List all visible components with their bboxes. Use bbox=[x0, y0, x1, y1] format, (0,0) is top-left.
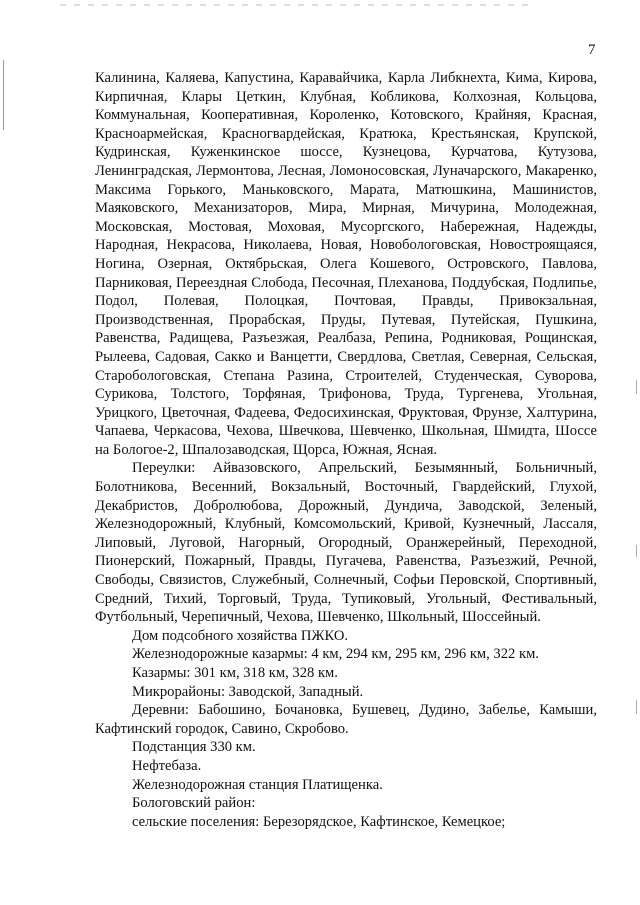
scan-artifact-right-edge bbox=[636, 700, 637, 714]
district-heading: Бологовский район: bbox=[132, 795, 256, 812]
station-line: Железнодорожная станция Платищенка. bbox=[132, 776, 383, 793]
streets-paragraph: Калинина, Каляева, Капустина, Каравайчика, Карла Либкнехта, Кима, Кирова, Кирпичная, Клары Цеткин, Клубная, Кобликова, Колхозная, Кольцова, Коммунальная, Кооперативная, Короленко, Котовского, Крайняя, Красная, Красноармейская, Красногвардейская, Кратюка, Крестьянская, Крупской, Кудринская, Куженкинское шоссе, Кузнецова, Курчатова, Кутузова, Ленинградская, Лермонтова, Лесная, Ломоносовская, Луначарского, Макаренко, Максима Горького, Маньковского, Марата, Матюшкина, Машинистов, Маяковского, Механизаторов, Мира, Мирная, Мичурина, Молодежная, Московская, Мостовая, Моховая, Мусоргского, Набережная, Надежды, Народная, Некрасова, Николаева, Новая, Новобологовская, Новостроящаяся, Ногина, Озерная, Октябрьская, Олега Кошевого, Островского, Павлова, Парниковая, Переездная Слобода, Песочная, Плеханова, Поддубская, Подлипье, Подол, Полевая, Полоцкая, Почтовая, Правды, Привокзальная, Производственная, Прорабская, Пруды, Путевая, Путейская, Пушкина, Равенства, Радищева, Разъезжая, Реалбаза, Репина, Родниковая, Рощинская, Рылеева, Садовая, Сакко и Ванцетти, Свердлова, Светлая, Северная, Сельская, Старобологовская, Степана Разина, Строителей, Студенческая, Суворова, Сурикова, Толстого, Торфяная, Трифонова, Труда, Тургенева, Угольная, Урицкого, Цветочная, Фадеева, Федосихинская, Фруктовая, Фрунзе, Халтурина, Чапаева, Черкасова, Чехова, Швечкова, Шевченко, Школьная, Шмидта, Шоссе на Бологое-2, Шпалозаводская, Щорса, Южная, Ясная. bbox=[95, 70, 597, 458]
scan-artifact-left-edge bbox=[3, 60, 4, 130]
villages-paragraph: Деревни: Бабошино, Бочановка, Бушевец, Дудино, Забелье, Камыши, Кафтинский городок, Савино, Скробово. bbox=[95, 702, 597, 737]
page-number: 7 bbox=[588, 42, 596, 58]
substation-line: Подстанция 330 км. bbox=[132, 739, 256, 756]
house-line: Дом подсобного хозяйства ПЖКО. bbox=[132, 627, 349, 644]
scan-artifact-right-edge bbox=[636, 545, 637, 557]
oil-base-line: Нефтебаза. bbox=[132, 757, 202, 774]
rail-barracks-line: Железнодорожные казармы: 4 км, 294 км, 295 км, 296 км, 322 км. bbox=[132, 646, 539, 663]
lanes-paragraph: Переулки: Айвазовского, Апрельский, Безымянный, Больничный, Болотникова, Весенний, Вокзальный, Восточный, Гвардейский, Глухой, Декабристов, Добролюбова, Дорожный, Дундича, Заводской, Зеленый, Железнодорожный, Клубный, Комсомольский, Кривой, Кузнечный, Лассаля, Липовый, Луговой, Нагорный, Огородный, Оранжерейный, Переходной, Пионерский, Пожарный, Правды, Пугачева, Равенства, Разъезжий, Речной, Свободы, Связистов, Служебный, Солнечный, Софьи Перовской, Спортивный, Средний, Тихий, Торговый, Труда, Тупиковый, Угольный, Фестивальный, Футбольный, Черепичный, Чехова, Шевченко, Школьный, Шоссейный. bbox=[95, 460, 597, 626]
scan-artifact-right-edge bbox=[636, 380, 637, 394]
districts-line: Микрорайоны: Заводской, Западный. bbox=[132, 683, 364, 700]
document-body bbox=[95, 69, 597, 831]
scan-artifact-top bbox=[60, 4, 530, 6]
barracks-line: Казармы: 301 км, 318 км, 328 км. bbox=[132, 665, 338, 681]
settlements-line: сельские поселения: Березорядское, Кафтинское, Кемецкое; bbox=[132, 813, 506, 830]
